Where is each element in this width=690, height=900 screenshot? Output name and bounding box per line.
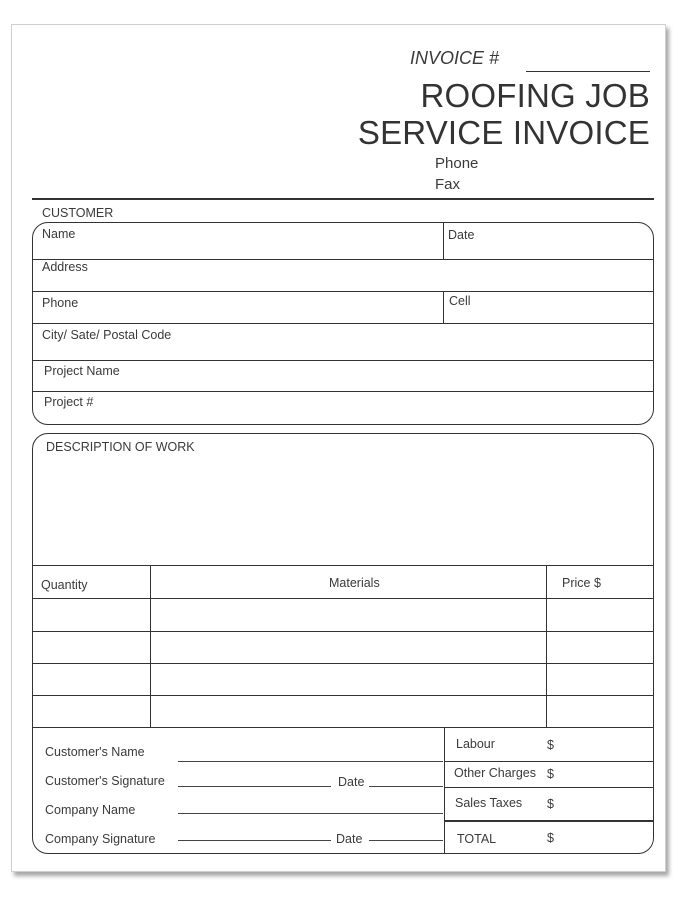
- customer-date-line[interactable]: [369, 786, 443, 787]
- company-name-line[interactable]: [178, 813, 443, 814]
- total-dollar[interactable]: $: [547, 831, 554, 845]
- company-date-label: Date: [336, 832, 363, 846]
- work-box: [32, 433, 654, 854]
- fax-label: Fax: [435, 176, 461, 193]
- customer-name-line[interactable]: [178, 761, 443, 762]
- address-field[interactable]: Address: [42, 260, 88, 274]
- sales-taxes-dollar[interactable]: $: [547, 797, 554, 811]
- table-row[interactable]: [33, 664, 653, 694]
- customer-date-field[interactable]: Date: [448, 228, 475, 242]
- invoice-number-label: INVOICE #: [410, 48, 500, 68]
- phone-label: Phone: [435, 155, 479, 172]
- customer-signature-label: Customer's Signature: [45, 774, 165, 788]
- project-number-field[interactable]: Project #: [44, 395, 94, 409]
- customer-date-label: Date: [338, 775, 365, 789]
- title-line-2: SERVICE INVOICE: [357, 114, 650, 151]
- customer-section-label: CUSTOMER: [42, 206, 114, 220]
- company-date-line[interactable]: [369, 840, 443, 841]
- company-signature-label: Company Signature: [45, 832, 156, 846]
- materials-header: Materials: [329, 576, 380, 590]
- quantity-header: Quantity: [41, 578, 88, 592]
- table-row[interactable]: [33, 696, 653, 726]
- price-header: Price $: [562, 576, 601, 590]
- labour-dollar[interactable]: $: [547, 738, 554, 752]
- description-of-work-label: DESCRIPTION OF WORK: [46, 440, 195, 454]
- customer-name-label: Customer's Name: [45, 745, 145, 759]
- customer-name-field[interactable]: Name: [42, 227, 76, 241]
- project-name-field[interactable]: Project Name: [44, 364, 120, 378]
- header-divider: [32, 198, 654, 200]
- description-area[interactable]: [33, 434, 653, 565]
- company-signature-line[interactable]: [178, 840, 331, 841]
- table-row[interactable]: [33, 632, 653, 662]
- invoice-number-line[interactable]: [526, 71, 650, 72]
- title-line-1: ROOFING JOB: [420, 77, 650, 114]
- other-charges-label: Other Charges: [454, 766, 536, 780]
- city-state-postal-field[interactable]: City/ Sate/ Postal Code: [42, 328, 172, 342]
- total-label: TOTAL: [457, 832, 497, 846]
- customer-phone-field[interactable]: Phone: [42, 296, 79, 310]
- table-row[interactable]: [33, 599, 653, 630]
- customer-signature-line[interactable]: [178, 786, 331, 787]
- invoice-form: [11, 24, 666, 872]
- customer-box: [32, 222, 654, 425]
- cell-field[interactable]: Cell: [449, 294, 471, 308]
- company-name-label: Company Name: [45, 803, 136, 817]
- labour-label: Labour: [456, 737, 495, 751]
- sales-taxes-label: Sales Taxes: [455, 796, 523, 810]
- other-charges-dollar[interactable]: $: [547, 767, 554, 781]
